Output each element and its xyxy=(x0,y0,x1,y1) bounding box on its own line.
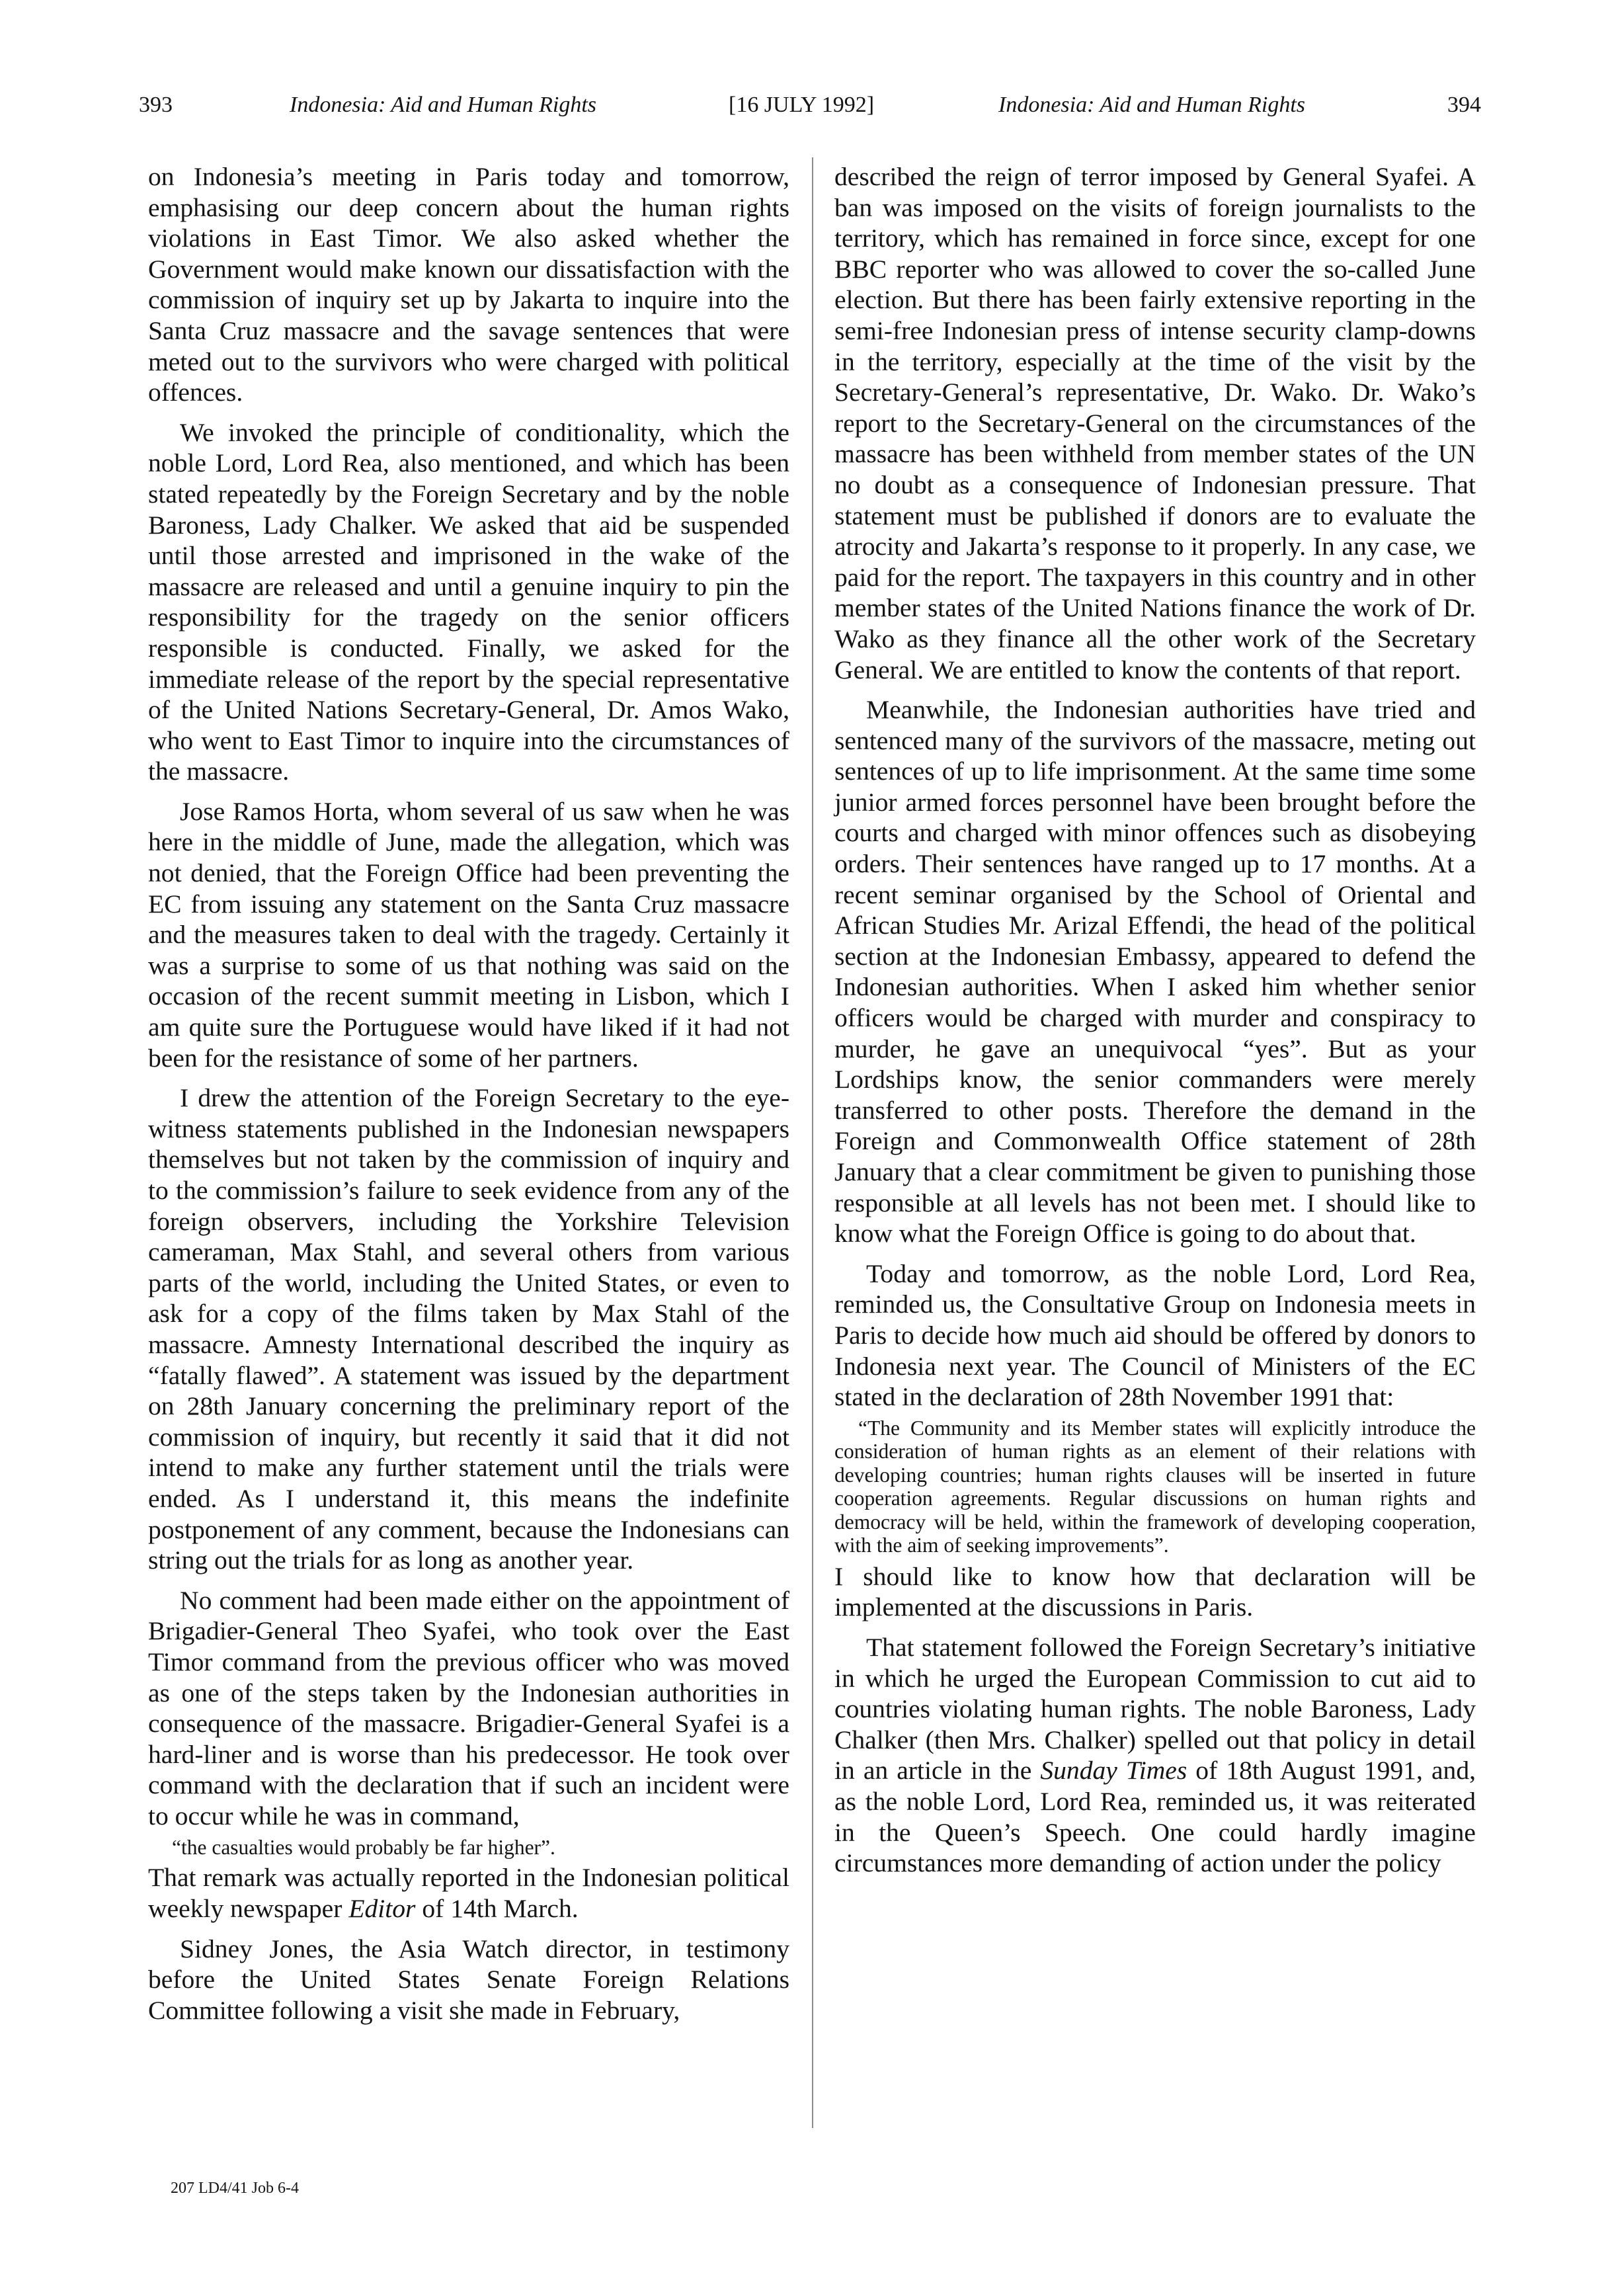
column-divider xyxy=(812,157,813,2128)
paragraph: described the reign of terror imposed by General Syafei. A ban was imposed on the visits of foreign journalists to the territory, which has remained in force since, except for one BBC reporter who was allowed to cover the so-called June election. But there has been fairly extensive reporting in the semi-free Indonesian press of intense security clamp-downs in the territory, especially at the time of the visit by the Secretary-General’s representative, Dr. Wako. Dr. Wako’s report to the Secretary-General on the circumstances of the massacre has been withheld from member states of the UN no doubt as a consequence of Indonesian pressure. That statement must be published if donors are to evaluate the atrocity and Jakarta’s response to it properly. In any case, we paid for the report. The taxpayers in this country and in other member states of the United Nations finance the work of Dr. Wako as they finance all the other work of the Secretary General. We are entitled to know the contents of that report. xyxy=(834,162,1476,684)
right-running-title: Indonesia: Aid and Human Rights xyxy=(998,93,1306,117)
paragraph-text: That remark was actually reported in the Indonesian political weekly newspaper xyxy=(148,1863,789,1924)
paragraph: on Indonesia’s meeting in Paris today and tomorrow, emphasising our deep concern about the human rights violations in East Timor. We also asked whether the Government would make known our dissatisfaction with the commission of inquiry set up by Jakarta to inquire into the Santa Cruz massacre and the savage sentences that were meted out to the survivors who were charged with political offences. xyxy=(148,162,789,407)
publication-title: Editor xyxy=(348,1894,416,1924)
left-page-number: 393 xyxy=(139,93,173,117)
left-running-title: Indonesia: Aid and Human Rights xyxy=(290,93,597,117)
page-header xyxy=(139,93,1481,132)
paragraph: Today and tomorrow, as the noble Lord, Lord Rea, reminded us, the Consultative Group on Indonesia meets in Paris to decide how much aid should be offered by donors to Indonesia next year. The Council of Ministers of the EC stated in the declaration of 28th November 1991 that: xyxy=(834,1258,1476,1412)
paragraph: Sidney Jones, the Asia Watch director, in testimony before the United States Senate Foreign Relations Committee following a visit she made in February, xyxy=(148,1934,789,2025)
quotation: “the casualties would probably be far higher”. xyxy=(172,1836,555,1860)
publication-title: Sunday Times xyxy=(1040,1756,1187,1785)
paragraph: Meanwhile, the Indonesian authorities have tried and sentenced many of the survivors of the massacre, meting out sentences of up to life imprisonment. At the same time some junior armed forces personnel have been brought before the courts and charged with minor offences such as disobeying orders. Their sentences have ranged up to 17 months. At a recent seminar organised by the School of Oriental and African Studies Mr. Arizal Effendi, the head of the political section at the Indonesian Embassy, appeared to defend the Indonesian authorities. When I asked him whether senior officers would be charged with murder and conspiracy to murder, he gave an unequivocal “yes”. But as your Lordships know, the senior commanders were merely transferred to other posts. Therefore the demand in the Foreign and Commonwealth Office statement of 28th January that a clear commitment be given to punishing those responsible at all levels has not been met. I should like to know what the Foreign Office is going to do about that. xyxy=(834,695,1476,1249)
paragraph-text: That statement followed the Foreign Secretary’s initiative in which he urged the European Commission to cut aid to countries violating human rights. The noble Baroness, Lady Chalker (then Mrs. Chalker) spelled out that policy in detail in an article in the xyxy=(834,1632,1476,1785)
right-column xyxy=(834,161,1476,1888)
paragraph: I drew the attention of the Foreign Secretary to the eye-witness statements published in the Indonesian newspapers themselves but not taken by the commission of inquiry and to the commission’s failure to seek evidence from any of the foreign observers, including the Yorkshire Television cameraman, Max Stahl, and several others from various parts of the world, including the United States, or even to ask for a copy of the films taken by Max Stahl of the massacre. Amnesty International described the inquiry as “fatally flawed”. A statement was issued by the department on 28th January concerning the preliminary report of the commission of inquiry, but recently it said that it did not intend to make any further statement until the trials were ended. As I understand it, this means the indefinite postponement of any comment, because the Indonesians can string out the trials for as long as another year. xyxy=(148,1083,789,1575)
paragraph-text: of 18th August 1991, and, as the noble Lord, Lord Rea, reminded us, it was reiterated in the Queen’s Speech. One could hardly imagine circumstances more demanding of action under the policy xyxy=(834,1756,1476,1878)
print-code: 207 LD4/41 Job 6-4 xyxy=(171,2180,299,2197)
paragraph xyxy=(834,1632,1476,1879)
right-page-number: 394 xyxy=(1447,93,1481,117)
paragraph xyxy=(148,1862,789,1924)
sitting-date: [16 JULY 1992] xyxy=(729,93,875,117)
paragraph-text: of 14th March. xyxy=(415,1894,579,1924)
paragraph: No comment had been made either on the appointment of Brigadier-General Theo Syafei, who took over the East Timor command from the previous officer who was moved as one of the steps taken by the Indonesian authorities in consequence of the massacre. Brigadier-General Syafei is a hard-liner and is worse than his predecessor. He took over command with the declaration that if such an incident were to occur while he was in command, xyxy=(148,1585,789,1830)
paragraph: I should like to know how that declaration will be implemented at the discussions in Paris. xyxy=(834,1561,1476,1622)
quotation: “The Community and its Member states will explicitly introduce the consideration of human rights as an element of their relations with developing countries; human rights clauses will be inserted in future cooperation agreements. Regular discussions on human rights and democracy will be held, within the framework of developing cooperation, with the aim of seeking improvements”. xyxy=(834,1416,1476,1557)
paragraph: Jose Ramos Horta, whom several of us saw when he was here in the middle of June, made the allegation, which was not denied, that the Foreign Office had been preventing the EC from issuing any statement on the Santa Cruz massacre and the measures taken to deal with the tragedy. Certainly it was a surprise to some of us that nothing was said on the occasion of the recent summit meeting in Lisbon, which I am quite sure the Portuguese would have liked if it had not been for the resistance of some of her partners. xyxy=(148,796,789,1073)
paragraph: We invoked the principle of conditionality, which the noble Lord, Lord Rea, also mentioned, and which has been stated repeatedly by the Foreign Secretary and by the noble Baroness, Lady Chalker. We asked that aid be suspended until those arrested and imprisoned in the wake of the massacre are released and until a genuine inquiry to pin the responsibility for the tragedy on the senior officers responsible is conducted. Finally, we asked for the immediate release of the report by the special representative of the United Nations Secretary-General, Dr. Amos Wako, who went to East Timor to inquire into the circumstances of the massacre. xyxy=(148,417,789,786)
left-column xyxy=(148,161,789,2035)
